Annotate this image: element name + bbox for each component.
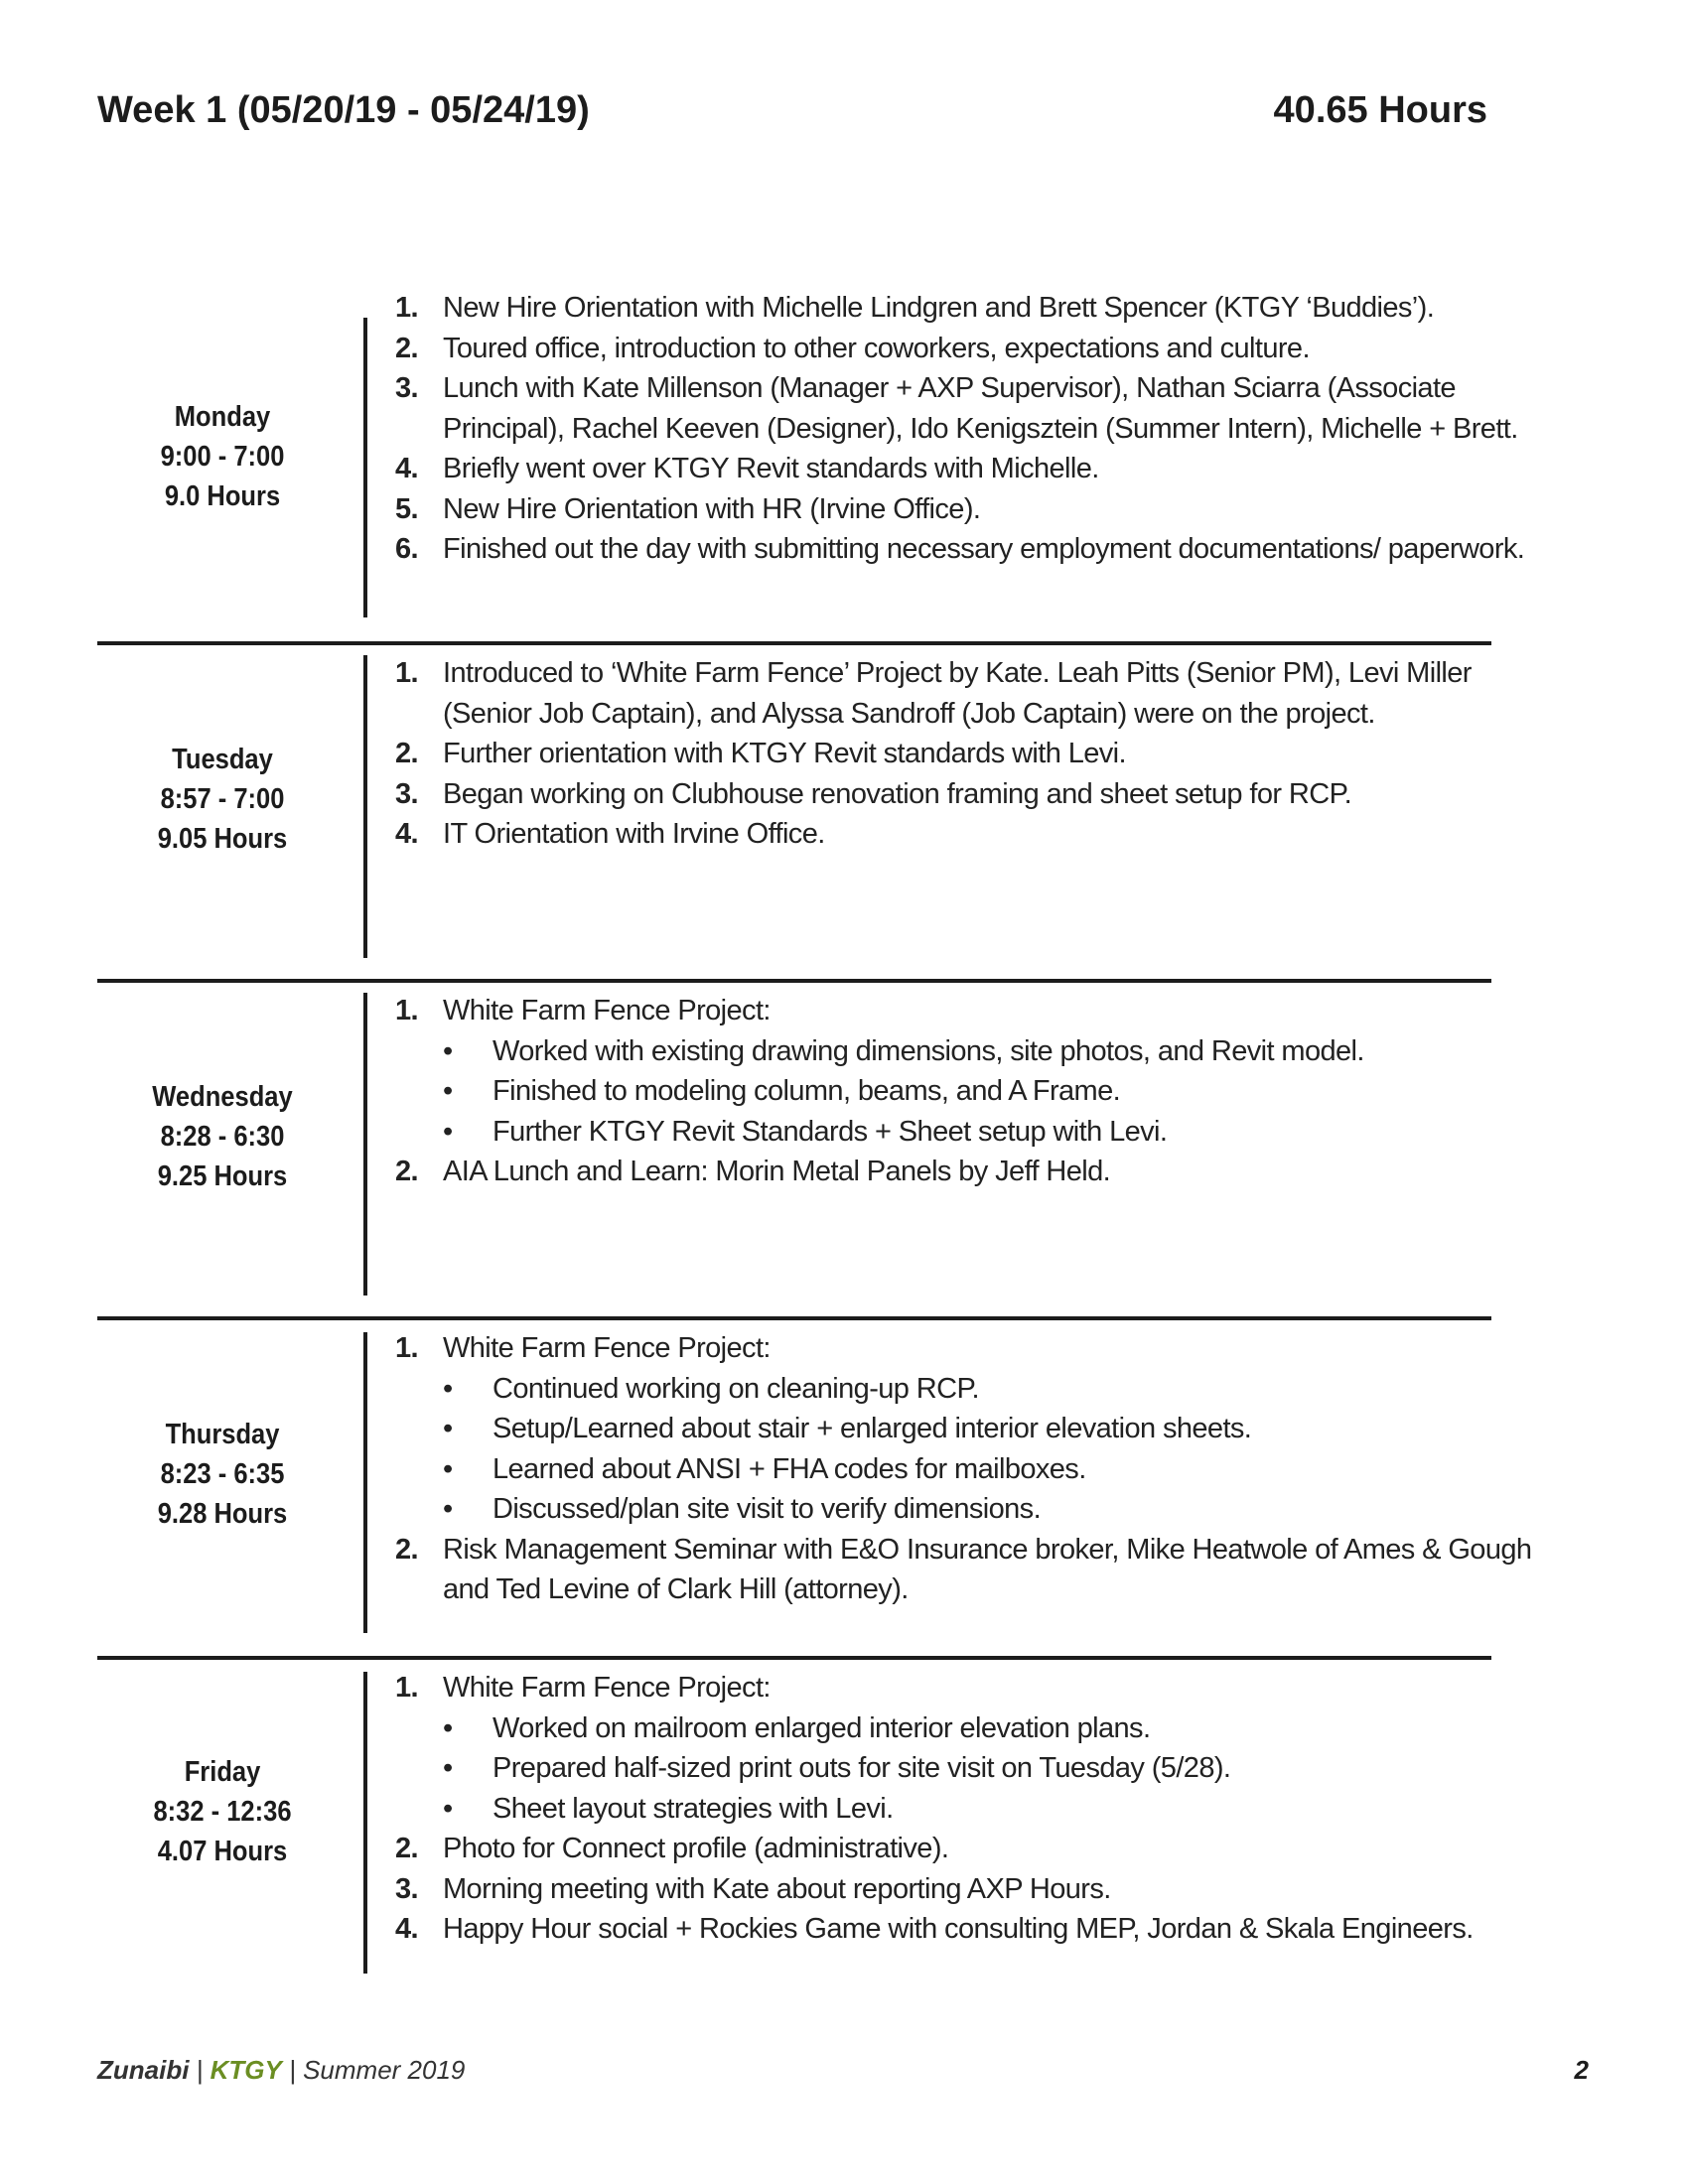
list-item: [395, 1829, 1567, 1869]
section-divider: [97, 1316, 1491, 1320]
list-item: [395, 1909, 1567, 1950]
bullet-icon: •: [443, 1075, 453, 1107]
sub-item-text: Continued working on cleaning-up RCP.: [492, 1372, 979, 1405]
bullet-icon: •: [443, 1034, 453, 1067]
item-text: Toured office, introduction to other coworkers, expectations and culture.: [443, 332, 1310, 364]
list-item: [395, 1328, 1567, 1369]
item-text: Morning meeting with Kate about reporting AXP Hours.: [443, 1872, 1111, 1905]
item-text: IT Orientation with Irvine Office.: [443, 818, 825, 850]
item-number: 1.: [395, 657, 418, 689]
activity-list: [395, 1328, 1567, 1610]
sub-item-text: Setup/Learned about stair + enlarged interior elevation sheets.: [492, 1413, 1252, 1444]
item-number: 1.: [395, 995, 418, 1026]
footer-company: KTGY: [210, 2055, 282, 2085]
vertical-divider: [363, 318, 367, 617]
day-time: 8:57 - 7:00: [160, 783, 285, 815]
day-name: Friday: [184, 1756, 261, 1788]
item-number: 1.: [395, 1332, 418, 1364]
day-summary: [112, 397, 333, 516]
sub-item: [395, 1369, 1567, 1410]
vertical-divider: [363, 655, 367, 958]
item-number: 6.: [395, 533, 418, 565]
item-number: 4.: [395, 818, 418, 850]
sub-item-text: Sheet layout strategies with Levi.: [492, 1792, 894, 1825]
list-item: [395, 529, 1567, 570]
sub-item-text: Learned about ANSI + FHA codes for mailboxes.: [492, 1452, 1086, 1485]
week-title: Week 1 (05/20/19 - 05/24/19): [97, 89, 590, 131]
item-text: White Farm Fence Project:: [443, 1672, 771, 1704]
item-text: New Hire Orientation with Michelle Lindgren and Brett Spencer (KTGY ‘Buddies’).: [443, 292, 1435, 324]
item-text: Risk Management Seminar with E&O Insurance broker, Mike Heatwole of Ames & Gough and Ted Levine of Clark Hill (attorney).: [443, 1533, 1532, 1605]
sub-item: [395, 1708, 1567, 1749]
item-text: AIA Lunch and Learn: Morin Metal Panels by Jeff Held.: [443, 1156, 1111, 1187]
sub-item: [395, 1112, 1567, 1153]
item-number: 1.: [395, 1672, 418, 1704]
item-text: Further orientation with KTGY Revit standards with Levi.: [443, 738, 1126, 769]
vertical-divider: [363, 1332, 367, 1633]
sub-item: [395, 1409, 1567, 1449]
item-text: New Hire Orientation with HR (Irvine Office).: [443, 492, 981, 525]
day-hours: 9.25 Hours: [157, 1160, 288, 1192]
activity-list: [395, 1668, 1567, 1950]
vertical-divider: [363, 1672, 367, 1974]
item-number: 5.: [395, 492, 418, 525]
day-time: 8:32 - 12:36: [153, 1796, 292, 1828]
sub-item: [395, 1449, 1567, 1490]
page-number: 2: [1574, 2055, 1589, 2085]
list-item: [395, 489, 1567, 530]
item-text: Introduced to ‘White Farm Fence’ Project by Kate. Leah Pitts (Senior PM), Levi Miller (Senior Job Captain), and Alyssa Sandroff (Job Captain) were on the project.: [443, 657, 1472, 730]
bullet-icon: •: [443, 1372, 453, 1405]
item-number: 2.: [395, 1533, 418, 1566]
item-text: Happy Hour social + Rockies Game with consulting MEP, Jordan & Skala Engineers.: [443, 1913, 1474, 1945]
item-text: Lunch with Kate Millenson (Manager + AXP Supervisor), Nathan Sciarra (Associate Principal), Rachel Keeven (Designer), Ido Kenigsztein (Summer Intern), Michelle + Brett.: [443, 372, 1518, 445]
item-text: Photo for Connect profile (administrative).: [443, 1833, 949, 1864]
bullet-icon: •: [443, 1792, 453, 1825]
sub-item-text: Discussed/plan site visit to verify dimensions.: [492, 1493, 1042, 1525]
day-hours: 9.28 Hours: [157, 1498, 288, 1530]
footer: [97, 2055, 465, 2086]
sub-item: [395, 1031, 1567, 1072]
list-item: [395, 1869, 1567, 1910]
list-item: [395, 449, 1567, 489]
day-time: 8:23 - 6:35: [160, 1458, 285, 1490]
bullet-icon: •: [443, 1413, 453, 1444]
footer-term: Summer 2019: [303, 2055, 466, 2085]
sub-item: [395, 1748, 1567, 1789]
item-number: 2.: [395, 1833, 418, 1864]
day-time: 9:00 - 7:00: [160, 441, 285, 473]
list-item: [395, 734, 1567, 774]
footer-separator: |: [281, 2055, 304, 2085]
sub-item: [395, 1071, 1567, 1112]
day-name: Tuesday: [172, 744, 273, 775]
list-item: [395, 368, 1567, 449]
item-number: 2.: [395, 738, 418, 769]
activity-list: [395, 991, 1567, 1192]
day-hours: 4.07 Hours: [157, 1836, 288, 1867]
section-divider: [97, 641, 1491, 645]
list-item: [395, 329, 1567, 369]
sub-item: [395, 1789, 1567, 1830]
item-number: 3.: [395, 777, 418, 810]
list-item: [395, 1668, 1567, 1708]
list-item: [395, 1152, 1567, 1192]
day-summary: [112, 1752, 333, 1871]
total-hours: 40.65 Hours: [1273, 89, 1487, 131]
day-name: Wednesday: [152, 1081, 293, 1113]
item-number: 2.: [395, 332, 418, 364]
bullet-icon: •: [443, 1711, 453, 1744]
activity-list: [395, 288, 1567, 570]
list-item: [395, 1530, 1567, 1610]
bullet-icon: •: [443, 1752, 453, 1784]
list-item: [395, 288, 1567, 329]
item-number: 2.: [395, 1156, 418, 1187]
day-name: Monday: [174, 401, 271, 433]
sub-item-text: Prepared half-sized print outs for site visit on Tuesday (5/28).: [492, 1752, 1231, 1784]
activity-list: [395, 653, 1567, 855]
sub-item-text: Worked with existing drawing dimensions, site photos, and Revit model.: [492, 1034, 1364, 1067]
item-text: White Farm Fence Project:: [443, 1332, 771, 1364]
item-text: Finished out the day with submitting necessary employment documentations/ paperwork.: [443, 533, 1525, 565]
sub-item-text: Further KTGY Revit Standards + Sheet setup with Levi.: [492, 1115, 1168, 1148]
item-number: 4.: [395, 453, 418, 484]
item-number: 4.: [395, 1913, 418, 1945]
day-summary: [112, 740, 333, 859]
item-number: 3.: [395, 1872, 418, 1905]
footer-author: Zunaibi: [97, 2055, 190, 2085]
day-name: Thursday: [165, 1419, 280, 1450]
item-text: Began working on Clubhouse renovation framing and sheet setup for RCP.: [443, 777, 1352, 810]
item-number: 1.: [395, 292, 418, 324]
item-text: White Farm Fence Project:: [443, 995, 771, 1026]
list-item: [395, 774, 1567, 815]
section-divider: [97, 1656, 1491, 1660]
item-number: 3.: [395, 372, 418, 404]
list-item: [395, 814, 1567, 855]
bullet-icon: •: [443, 1493, 453, 1525]
list-item: [395, 991, 1567, 1031]
footer-separator: |: [189, 2055, 211, 2085]
item-text: Briefly went over KTGY Revit standards with Michelle.: [443, 453, 1099, 484]
section-divider: [97, 979, 1491, 983]
vertical-divider: [363, 993, 367, 1296]
day-hours: 9.0 Hours: [164, 480, 281, 512]
day-summary: [112, 1077, 333, 1196]
sub-item: [395, 1489, 1567, 1530]
sub-item-text: Finished to modeling column, beams, and A Frame.: [492, 1075, 1121, 1107]
day-hours: 9.05 Hours: [157, 823, 288, 855]
day-time: 8:28 - 6:30: [160, 1121, 285, 1153]
bullet-icon: •: [443, 1452, 453, 1485]
list-item: [395, 653, 1567, 734]
sub-item-text: Worked on mailroom enlarged interior elevation plans.: [492, 1711, 1151, 1744]
bullet-icon: •: [443, 1115, 453, 1148]
day-summary: [112, 1415, 333, 1534]
